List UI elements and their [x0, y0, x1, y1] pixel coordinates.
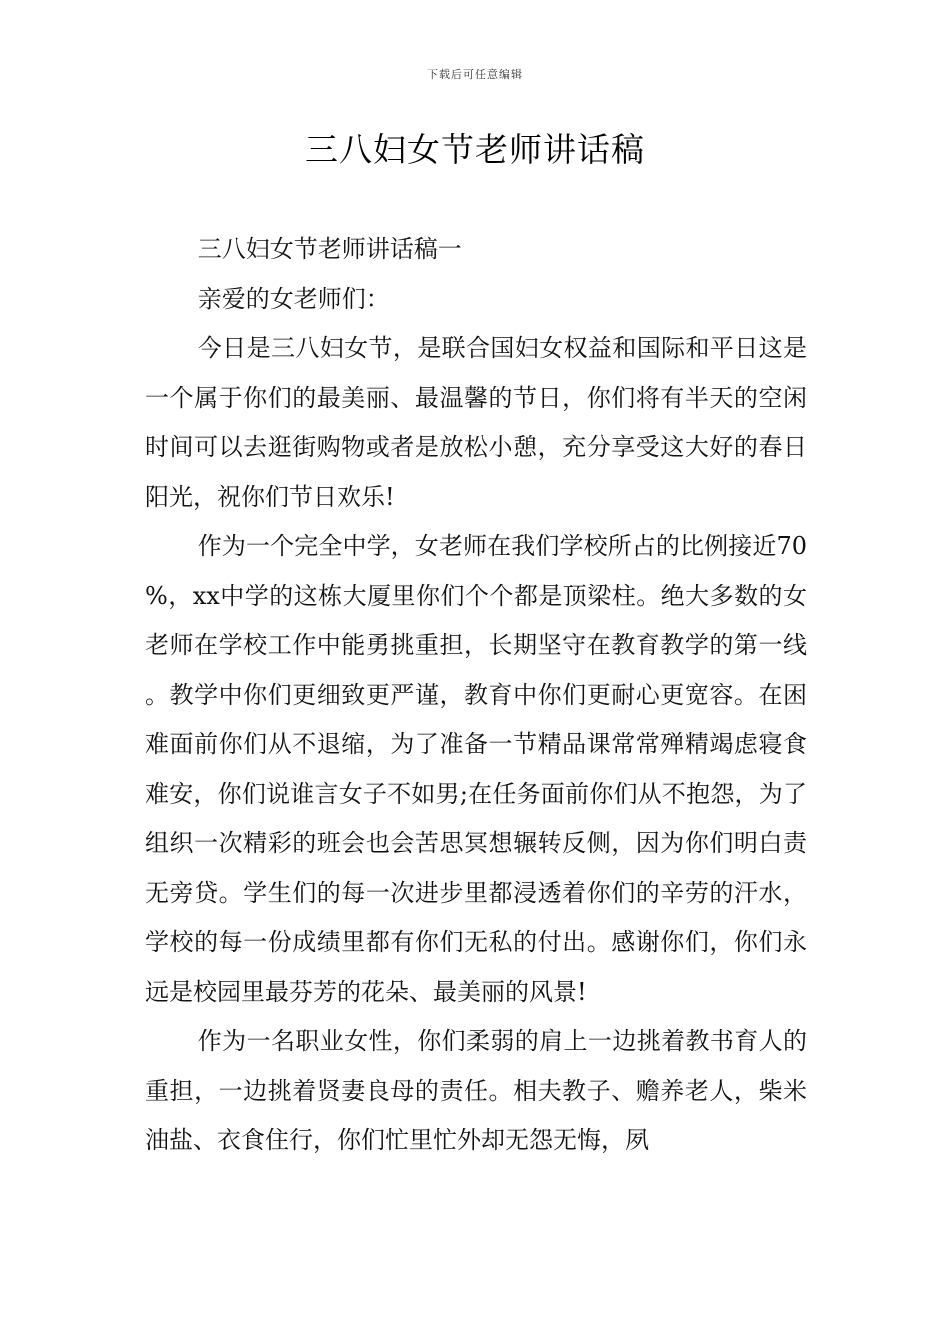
salutation-paragraph: 亲爱的女老师们： — [197, 284, 390, 313]
subtitle-paragraph: 三八妇女节老师讲话稿一 — [197, 235, 462, 263]
body-paragraph-2: 作为一个完全中学，女老师在我们学校所占的比例接近70%，xx中学的这栋大厦里你们个个都是顶梁柱。绝大多数的女老师在学校工作中能勇挑重担，长期坚守在教育教学的第一线。教学中你们更细致更严谨，教育中你们更耐心更宽容。在困难面前你们从不退缩，为了准备一节精品课常常殚精竭虑寝食难安，你们说谁言女子不如男;在任务面前你们从不抱怨，为了组织一次精彩的班会也会苦思冥想辗转反侧，因为你们明白责无旁贷。学生们的每一次进步里都浸透着你们的辛劳的汗水，学校的每一份成绩里都有你们无私的付出。感谢你们，你们永远是校园里最芬芳的花朵、最美丽的风景! — [145, 532, 807, 1006]
document-body — [145, 225, 807, 1166]
document-title: 三八妇女节老师讲话稿 — [305, 130, 645, 169]
body-paragraph-1: 今日是三八妇女节，是联合国妇女权益和国际和平日这是一个属于你们的最美丽、最温馨的节日，你们将有半天的空闲时间可以去逛街购物或者是放松小憩，充分享受这大好的春日阳光，祝你们节日欢乐! — [145, 334, 807, 511]
header-note: 下载后可任意编辑 — [427, 68, 523, 81]
body-paragraph-3: 作为一名职业女性，你们柔弱的肩上一边挑着教书育人的重担，一边挑着贤妻良母的责任。相夫教子、赡养老人，柴米油盐、衣食住行，你们忙里忙外却无怨无悔，夙 — [145, 1027, 807, 1154]
